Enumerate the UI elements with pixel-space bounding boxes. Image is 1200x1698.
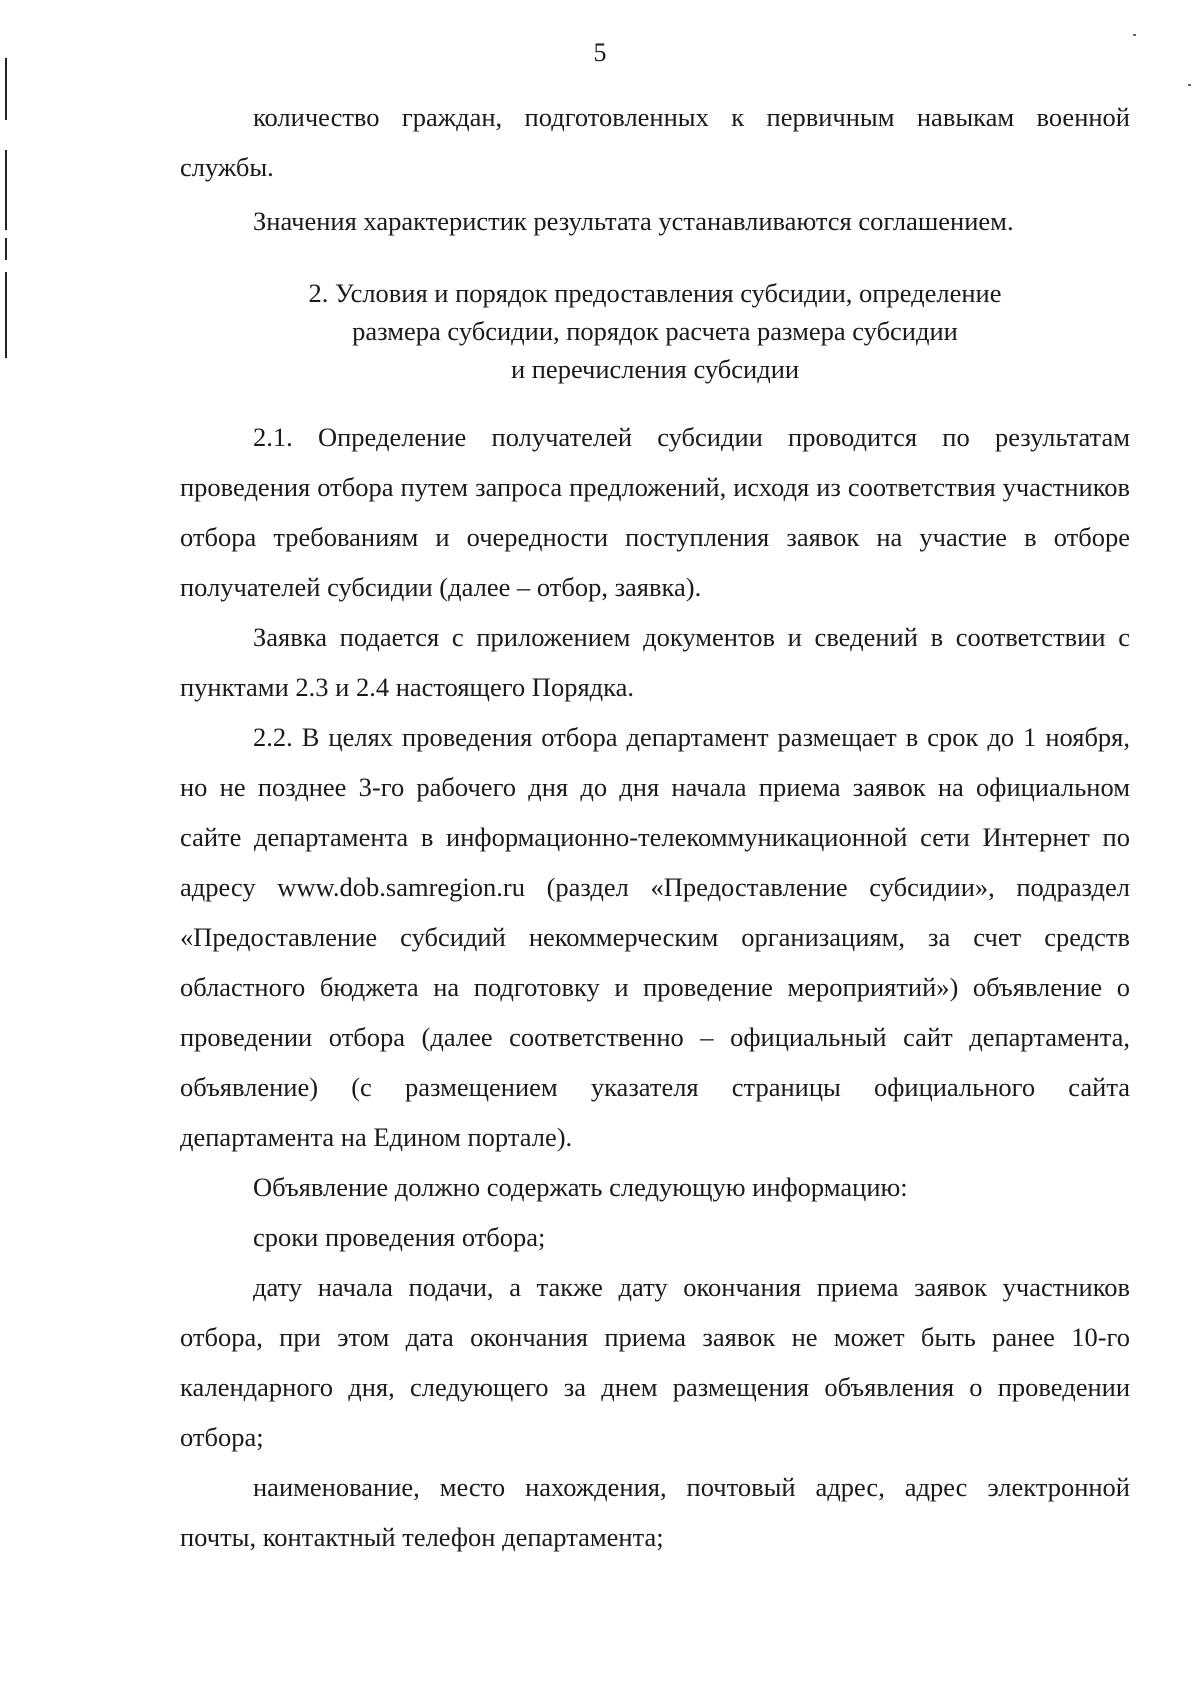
- section-heading-line: размера субсидии, порядок расчета размера субсидии: [352, 316, 958, 346]
- scan-speck: [1188, 84, 1191, 86]
- paragraph: Заявка подается с приложением документов и сведений в соответствии с пунктами 2.3 и 2.4 настоящего Порядка.: [180, 622, 1130, 702]
- page-number: 5: [593, 38, 607, 67]
- margin-mark: [5, 238, 7, 260]
- margin-mark: [5, 272, 7, 358]
- list-item: сроки проведения отбора;: [253, 1222, 546, 1252]
- paragraph: 2.2. В целях проведения отбора департамент размещает в срок до 1 ноября, но не позднее 3-го рабочего дня до дня начала приема заявок на официальном сайте департамента в информационно-телекоммуникационной сети Интернет по адресу www.dob.samregion.ru (раздел «Предоставление субсидии», подраздел «Предоставление субсидий некоммерческим организациям, за счет средств областного бюджета на подготовку и проведение мероприятий») объявление о проведении отбора (далее соответственно – официальный сайт департамента, объявление) (с размещением указателя страницы официального сайта департамента на Едином портале).: [180, 722, 1130, 1152]
- section-heading-line: и перечисления субсидии: [510, 354, 800, 384]
- list-item: наименование, место нахождения, почтовый адрес, адрес электронной почты, контактный телефон департамента;: [180, 1472, 1130, 1552]
- paragraph: 2.1. Определение получателей субсидии проводится по результатам проведения отбора путем запроса предложений, исходя из соответствия участников отбора требованиям и очередности поступления заявок на участие в отборе получателей субсидии (далее – отбор, заявка).: [180, 422, 1130, 602]
- section-heading-line: 2. Условия и порядок предоставления субсидии, определение: [308, 278, 1002, 308]
- paragraph: Объявление должно содержать следующую информацию:: [253, 1172, 908, 1202]
- section-heading: [180, 274, 1130, 388]
- document-body: [180, 92, 1130, 1562]
- paragraph: количество граждан, подготовленных к первичным навыкам военной службы.: [180, 102, 1130, 182]
- paragraph: Значения характеристик результата устанавливаются соглашением.: [253, 206, 1014, 236]
- margin-mark: [5, 150, 7, 230]
- list-item: дату начала подачи, а также дату окончания приема заявок участников отбора, при этом дата окончания приема заявок не может быть ранее 10-го календарного дня, следующего за днем размещения объявления о проведении отбора;: [180, 1272, 1130, 1452]
